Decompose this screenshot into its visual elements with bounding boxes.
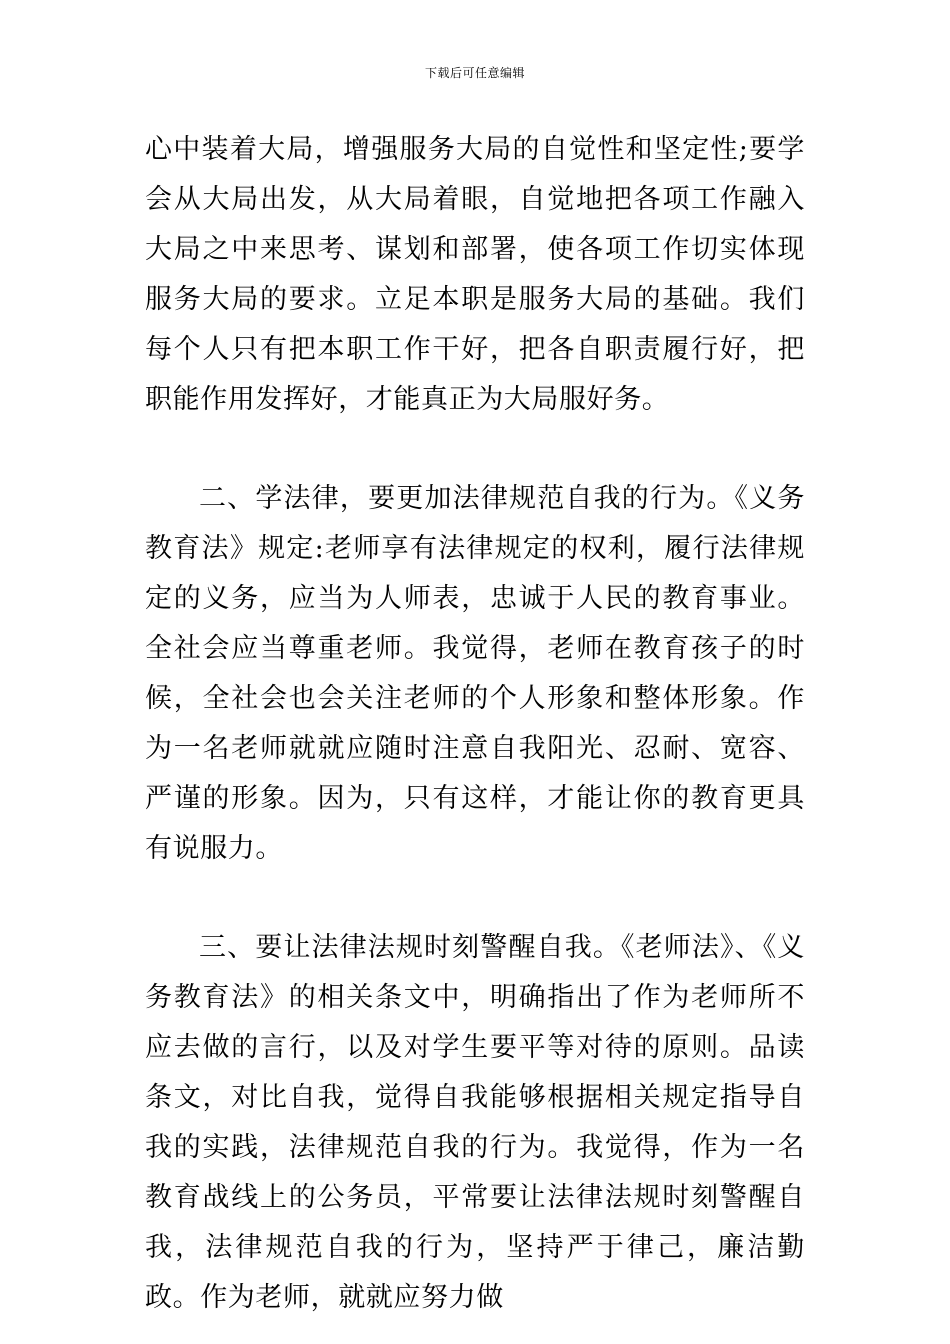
paragraph-gap	[145, 425, 805, 474]
document-body	[145, 125, 805, 1323]
paragraph-section-three: 三、要让法律法规时刻警醒自我。《老师法》、《义务教育法》的相关条文中，明确指出了作为老师所不应去做的言行，以及对学生要平等对待的原则。品读条文，对比自我，觉得自我能够根据相关规定指导自我的实践，法律规范自我的行为。我觉得，作为一名教育战线上的公务员，平常要让法律法规时刻警醒自我，法律规范自我的行为，坚持严于律己，廉洁勤政。作为老师，就就应努力做	[145, 932, 805, 1313]
paragraph-gap	[145, 874, 805, 923]
paragraph-continuation: 心中装着大局，增强服务大局的自觉性和坚定性;要学会从大局出发，从大局着眼，自觉地把各项工作融入大局之中来思考、谋划和部署，使各项工作切实体现服务大局的要求。立足本职是服务大局的基础。我们每个人只有把本职工作干好，把各自职责履行好，把职能作用发挥好，才能真正为大局服好务。	[145, 134, 805, 415]
paragraph-section-two: 二、学法律，要更加法律规范自我的行为。《义务教育法》规定:老师享有法律规定的权利，履行法律规定的义务，应当为人师表，忠诚于人民的教育事业。全社会应当尊重老师。我觉得，老师在教育孩子的时候，全社会也会关注老师的个人形象和整体形象。作为一名老师就就应随时注意自我阳光、忍耐、宽容、严谨的形象。因为，只有这样，才能让你的教育更具有说服力。	[145, 483, 805, 864]
page-header-note: 下载后可任意编辑	[424, 66, 525, 80]
